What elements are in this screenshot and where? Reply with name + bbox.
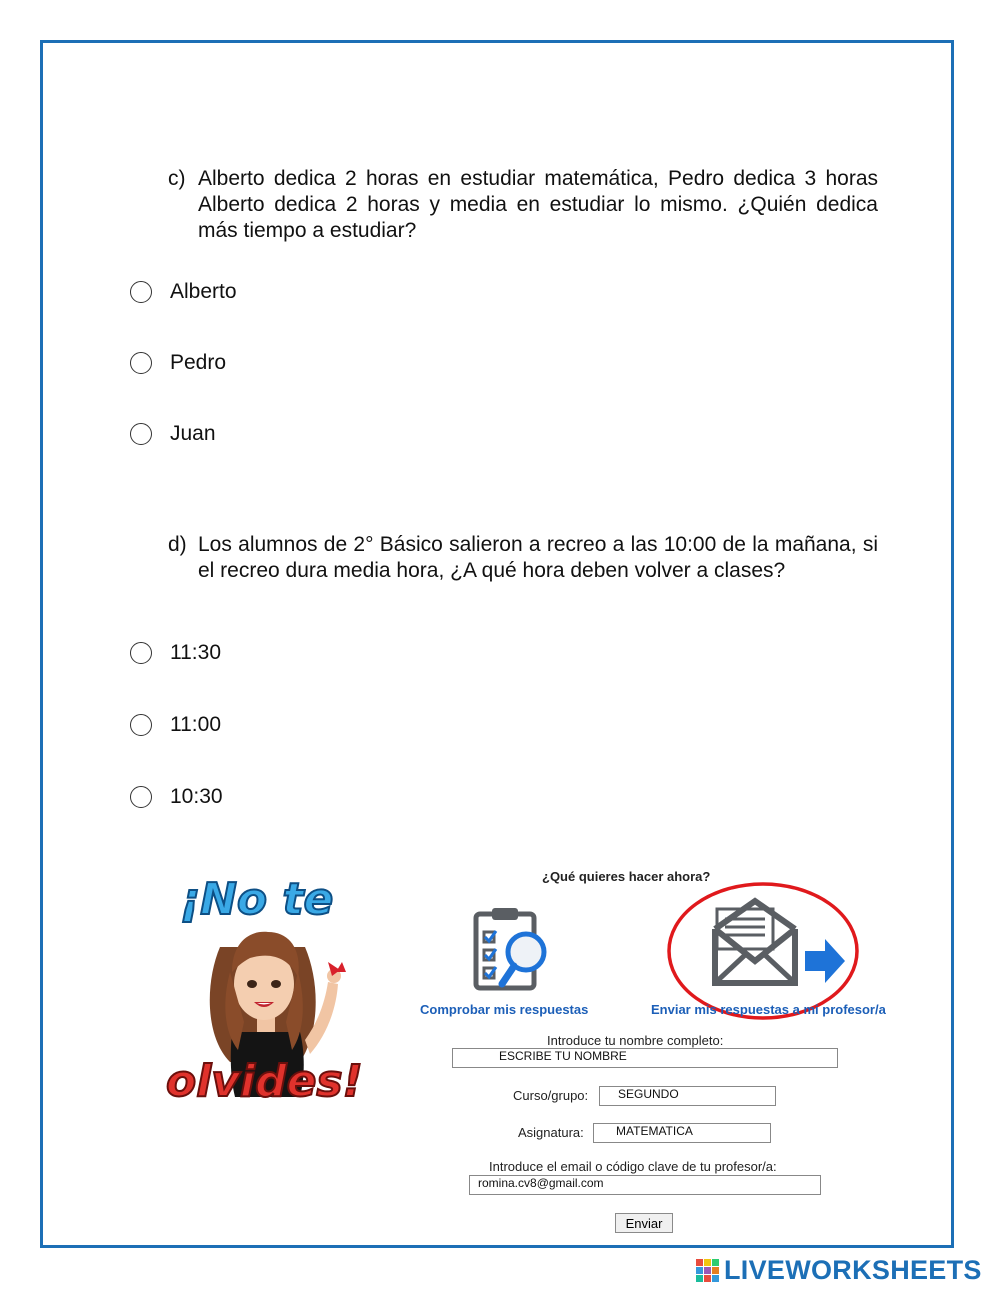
- check-answers-button[interactable]: [420, 900, 610, 1020]
- sticker-bottom-text: olvides!: [166, 1056, 363, 1107]
- question-text: Alberto dedica 2 horas en estudiar matemática, Pedro dedica 3 horas Alberto dedica 2 horas y media en estudiar lo mismo. ¿Quién dedica más tiempo a estudiar?: [198, 167, 878, 242]
- action-heading: ¿Qué quieres hacer ahora?: [542, 869, 711, 884]
- sticker-top-text: ¡No te: [180, 874, 334, 925]
- option-label: 10:30: [170, 785, 223, 808]
- option-pedro[interactable]: [130, 350, 227, 376]
- send-to-teacher-button[interactable]: [650, 885, 905, 1020]
- course-label: Curso/grupo:: [513, 1088, 589, 1103]
- reminder-sticker: [160, 872, 370, 1122]
- option-label: 11:00: [170, 713, 221, 736]
- submit-button[interactable]: Enviar: [615, 1213, 673, 1233]
- liveworksheets-logo: [696, 1255, 982, 1286]
- course-input[interactable]: SEGUNDO: [599, 1086, 776, 1106]
- name-input[interactable]: ESCRIBE TU NOMBRE: [452, 1048, 838, 1068]
- brand-text: LIVEWORKSHEETS: [724, 1255, 982, 1285]
- option-10-30[interactable]: [130, 784, 223, 810]
- subject-input[interactable]: MATEMATICA: [593, 1123, 771, 1143]
- option-label: Juan: [170, 422, 216, 445]
- email-label: Introduce el email o código clave de tu profesor/a:: [489, 1159, 777, 1174]
- radio-button[interactable]: [130, 281, 152, 303]
- logo-icon: [696, 1259, 720, 1283]
- option-11-30[interactable]: [130, 640, 221, 666]
- radio-button[interactable]: [130, 714, 152, 736]
- radio-button[interactable]: [130, 352, 152, 374]
- check-answers-label: Comprobar mis respuestas: [420, 1002, 589, 1017]
- question-letter: d): [168, 533, 187, 556]
- option-alberto[interactable]: [130, 279, 237, 305]
- send-to-teacher-label: Enviar mis respuestas a mi profesor/a: [651, 1002, 886, 1017]
- option-label: Pedro: [170, 351, 227, 374]
- question-d: [168, 532, 878, 612]
- option-11-00[interactable]: [130, 712, 221, 738]
- radio-button[interactable]: [130, 423, 152, 445]
- question-c: [168, 166, 878, 246]
- question-text: Los alumnos de 2° Básico salieron a recreo a las 10:00 de la mañana, si el recreo dura media hora, ¿A qué hora deben volver a clases?: [198, 533, 878, 582]
- subject-label: Asignatura:: [518, 1125, 584, 1140]
- option-label: Alberto: [170, 280, 237, 303]
- option-label: 11:30: [170, 641, 221, 664]
- radio-button[interactable]: [130, 642, 152, 664]
- question-letter: c): [168, 167, 186, 190]
- clipboard-magnifier-icon: [470, 904, 560, 994]
- email-input[interactable]: romina.cv8@gmail.com: [469, 1175, 821, 1195]
- option-juan[interactable]: [130, 421, 216, 447]
- name-label: Introduce tu nombre completo:: [547, 1033, 724, 1048]
- radio-button[interactable]: [130, 786, 152, 808]
